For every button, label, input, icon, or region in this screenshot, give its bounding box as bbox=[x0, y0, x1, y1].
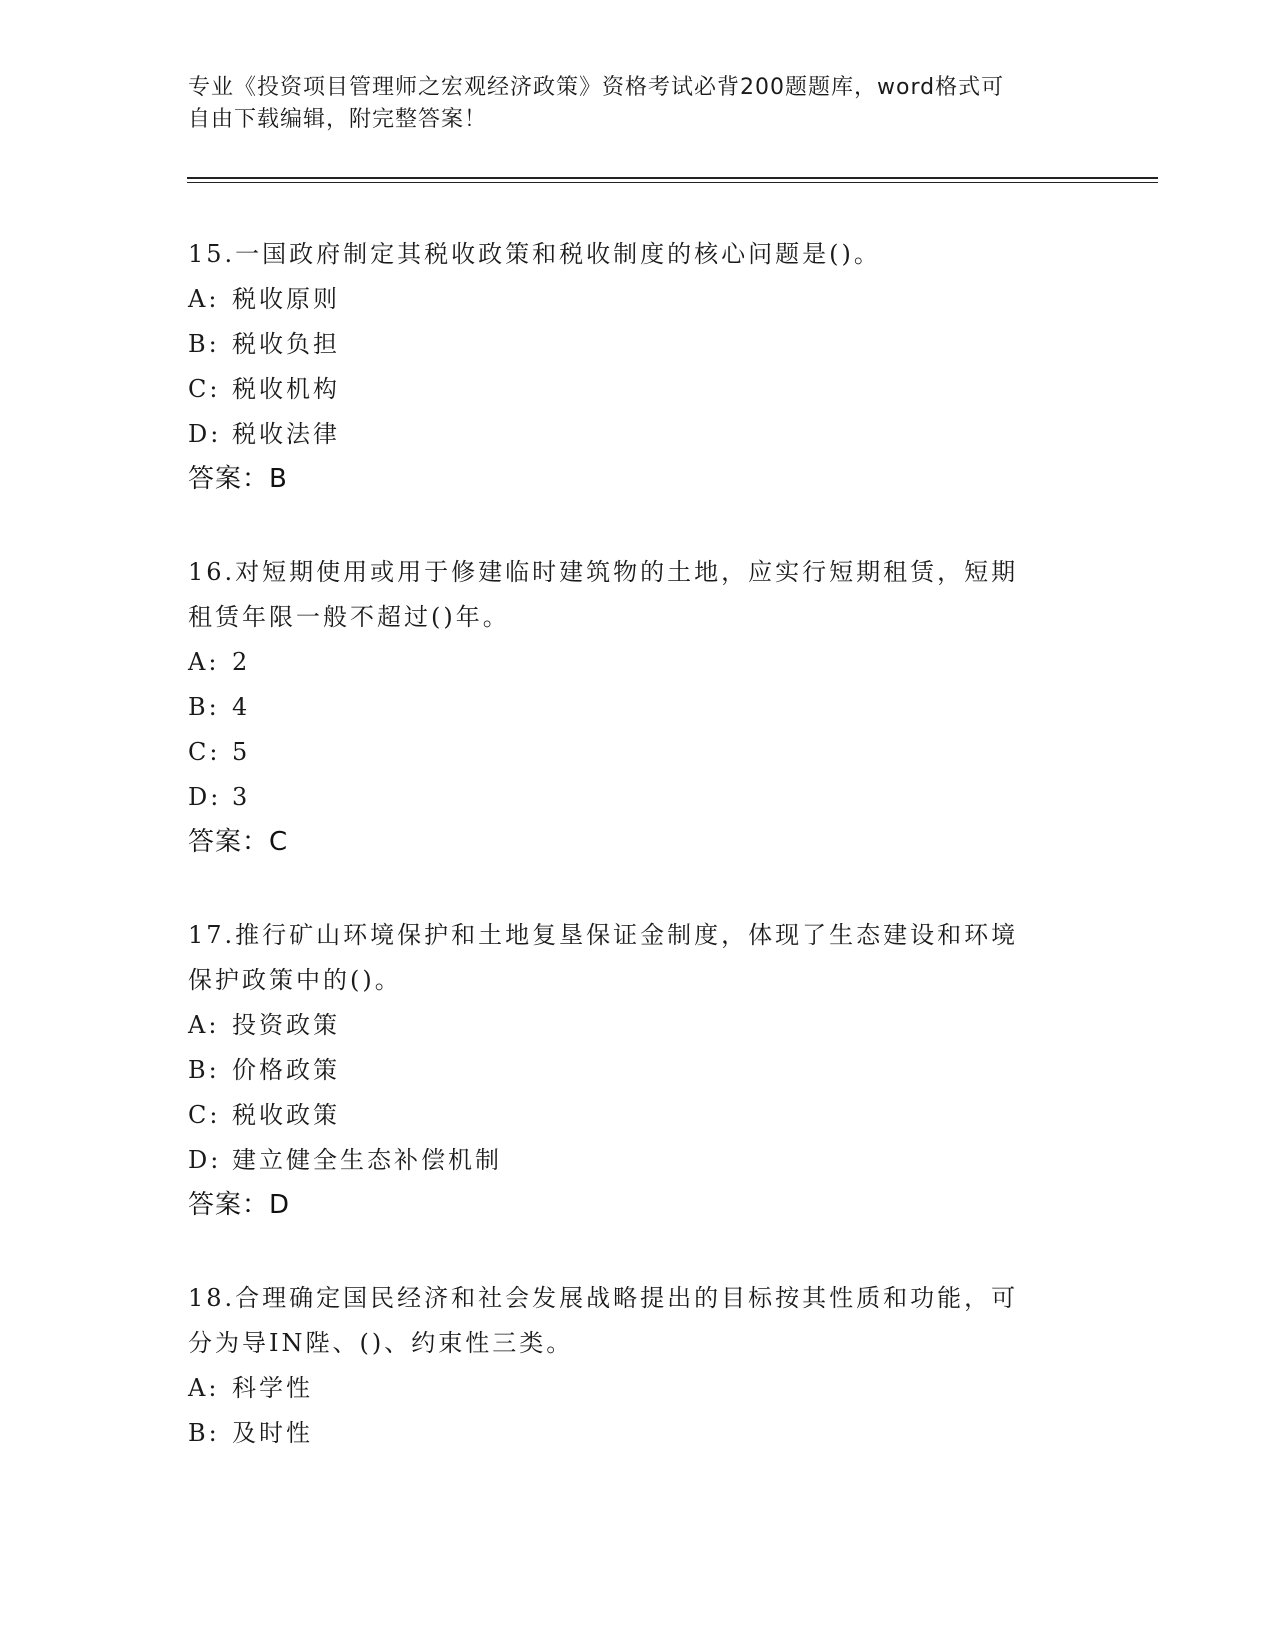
option-text: 3 bbox=[232, 783, 251, 811]
option-letter: B: bbox=[188, 330, 220, 358]
option-a bbox=[188, 640, 1088, 685]
document-header bbox=[188, 72, 1088, 136]
option-text: 税收机构 bbox=[232, 375, 340, 403]
option-letter: A: bbox=[188, 1374, 220, 1402]
option-text: 投资政策 bbox=[232, 1011, 340, 1039]
option-text: 价格政策 bbox=[232, 1056, 340, 1084]
option-letter: D: bbox=[188, 420, 222, 448]
option-letter: D: bbox=[188, 1146, 222, 1174]
question-stem: 16.对短期使用或用于修建临时建筑物的土地，应实行短期租赁，短期 bbox=[188, 558, 1019, 586]
option-a bbox=[188, 1003, 1088, 1048]
answer-line: 答案：C bbox=[188, 827, 289, 857]
option-b bbox=[188, 685, 1088, 730]
option-text: 税收原则 bbox=[232, 285, 340, 313]
option-text: 及时性 bbox=[232, 1419, 313, 1447]
question-list bbox=[188, 232, 1088, 1504]
option-text: 2 bbox=[232, 648, 251, 676]
option-letter: C: bbox=[188, 1101, 221, 1129]
option-letter: B: bbox=[188, 1056, 220, 1084]
option-letter: C: bbox=[188, 375, 221, 403]
question-stem: 15.一国政府制定其税收政策和税收制度的核心问题是()。 bbox=[188, 240, 881, 268]
option-text: 建立健全生态补偿机制 bbox=[232, 1146, 502, 1174]
option-letter: C: bbox=[188, 738, 221, 766]
option-d bbox=[188, 412, 1088, 457]
option-a bbox=[188, 277, 1088, 322]
option-d bbox=[188, 775, 1088, 820]
option-text: 5 bbox=[232, 738, 251, 766]
option-letter: A: bbox=[188, 285, 220, 313]
option-text: 4 bbox=[232, 693, 251, 721]
option-d bbox=[188, 1138, 1088, 1183]
option-b bbox=[188, 1048, 1088, 1093]
option-c bbox=[188, 730, 1088, 775]
option-text: 科学性 bbox=[232, 1374, 313, 1402]
question-stem: 保护政策中的()。 bbox=[188, 966, 402, 994]
question-stem: 分为导IN陛、()、约束性三类。 bbox=[188, 1329, 574, 1357]
option-a bbox=[188, 1366, 1088, 1411]
option-letter: D: bbox=[188, 783, 222, 811]
option-text: 税收负担 bbox=[232, 330, 340, 358]
option-b bbox=[188, 322, 1088, 367]
option-letter: A: bbox=[188, 1011, 220, 1039]
question-17 bbox=[188, 913, 1088, 1228]
question-18 bbox=[188, 1276, 1088, 1456]
header-divider bbox=[187, 177, 1158, 179]
option-letter: B: bbox=[188, 1419, 220, 1447]
question-15 bbox=[188, 232, 1088, 502]
option-c bbox=[188, 367, 1088, 412]
answer-line: 答案：B bbox=[188, 464, 288, 494]
question-stem: 租赁年限一般不超过()年。 bbox=[188, 603, 510, 631]
answer-line: 答案：D bbox=[188, 1190, 291, 1220]
header-line: 自由下载编辑，附完整答案！ bbox=[188, 107, 488, 132]
question-stem: 17.推行矿山环境保护和土地复垦保证金制度，体现了生态建设和环境 bbox=[188, 921, 1019, 949]
option-letter: A: bbox=[188, 648, 220, 676]
option-b bbox=[188, 1411, 1088, 1456]
option-c bbox=[188, 1093, 1088, 1138]
option-text: 税收政策 bbox=[232, 1101, 340, 1129]
header-line: 专业《投资项目管理师之宏观经济政策》资格考试必背200题题库，word格式可 bbox=[188, 75, 1005, 100]
header-divider-thin bbox=[187, 182, 1158, 183]
option-text: 税收法律 bbox=[232, 420, 340, 448]
question-stem: 18.合理确定国民经济和社会发展战略提出的目标按其性质和功能，可 bbox=[188, 1284, 1019, 1312]
option-letter: B: bbox=[188, 693, 220, 721]
question-16 bbox=[188, 550, 1088, 865]
